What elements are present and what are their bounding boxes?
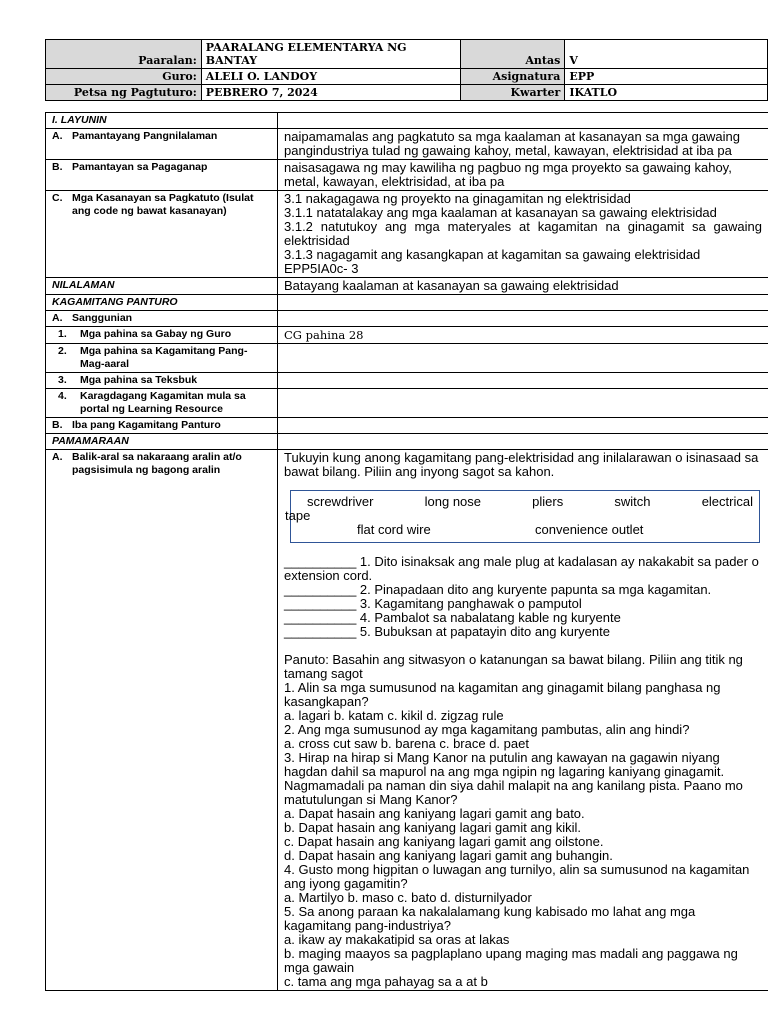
sanggunian-item-value	[278, 389, 768, 418]
iba-pang-kagamitan-row	[46, 418, 768, 434]
paaralan-value-line2: BANTAY	[205, 54, 258, 67]
pamantayang-pangnilalaman-row	[46, 129, 768, 160]
sanggunian-item-key: 4.	[58, 390, 67, 402]
sanggunian-item-value	[278, 344, 768, 373]
fill-item: __________ 1. Dito isinaksak ang male plug at kadalasan ay nakakabit sa pader o extension cord.	[284, 554, 759, 583]
balik-aral-label: Balik-aral sa nakaraang aralin at/o pagsisimula ng bagong aralin	[72, 451, 242, 476]
sanggunian-item-label: Mga pahina sa Gabay ng Guro	[80, 328, 232, 340]
kwarter-value: IKATLO	[565, 85, 768, 101]
nilalaman-row	[46, 278, 768, 295]
fill-item: __________ 4. Pambalot sa nabalatang kable ng kuryente	[284, 610, 621, 625]
fill-item: __________ 3. Kagamitang panghawak o pamputol	[284, 596, 582, 611]
question-line: c. tama ang mga pahayag sa a at b	[284, 974, 488, 989]
layunin-c-label: Mga Kasanayan sa Pagkatuto (Isulat ang code ng bawat kasanayan)	[72, 192, 254, 217]
panuto: Panuto: Basahin ang sitwasyon o katanungan sa bawat bilang. Piliin ang titik ng tamang sagot	[284, 652, 743, 681]
choices-box	[285, 490, 760, 543]
petsa-value: PEBRERO 7, 2024	[201, 85, 461, 101]
balik-aral-content	[278, 450, 768, 991]
question-line: a. ikaw ay makakatipid sa oras at lakas	[284, 932, 510, 947]
kasanayan-line: 3.1.3 nagagamit ang kasangkapan at kagamitan sa gawaing elektrisidad EPP5IA0c- 3	[284, 247, 701, 276]
iba-pang-label: Iba pang Kagamitang Panturo	[72, 419, 221, 431]
layunin-b-key: B.	[52, 161, 63, 173]
pamantayan-pagaganap-row	[46, 160, 768, 191]
layunin-b-value: naisasagawa ng may kawiliha ng pagbuo ng mga proyekto sa gawaing kahoy, metal, kawayan, elektrisidad, at iba pa	[278, 160, 768, 191]
question-line: b. Dapat hasain ang kaniyang lagari gamit ang kikil.	[284, 820, 582, 835]
antas-label: Antas	[461, 40, 565, 69]
choice-item: pliers	[532, 494, 564, 509]
sanggunian-item-key: 1.	[58, 328, 67, 340]
question-line: 2. Ang mga sumusunod ay mga kagamitang pambutas, alin ang hindi?	[284, 722, 690, 737]
guro-label: Guro:	[46, 69, 202, 85]
sanggunian-item-key: 2.	[58, 345, 67, 357]
petsa-label: Petsa ng Pagtuturo:	[46, 85, 202, 101]
sanggunian-item-row	[46, 389, 768, 418]
choice-item: tape	[285, 508, 311, 523]
kasanayan-line: 3.1 nakagagawa ng proyekto na ginagamitan ng elektrisidad	[284, 191, 631, 206]
layunin-a-value: naipamamalas ang pagkatuto sa mga kaalaman at kasanayan sa mga gawaing pangindustriya tulad ng gawaing kahoy, metal, kawayan, elektrisidad at iba pa	[278, 129, 768, 160]
balik-aral-row	[46, 450, 768, 991]
sanggunian-item-value	[278, 373, 768, 389]
question-line: 4. Gusto mong higpitan o luwagan ang turnilyo, alin sa sumusunod na kagamitan ang iyong gagamitin?	[284, 862, 750, 891]
sanggunian-item-label: Karagdagang Kagamitan mula sa portal ng Learning Resource	[80, 390, 246, 415]
sanggunian-item-row	[46, 344, 768, 373]
layunin-b-label: Pamantayan sa Pagaganap	[72, 161, 208, 173]
choice-item: long nose	[424, 494, 482, 509]
pamamaraan-row	[46, 434, 768, 450]
choice-item: screwdriver	[307, 494, 374, 509]
question-line: 3. Hirap na hirap si Mang Kanor na putulin ang kawayan na gagawin niyang hagdan dahil sa mapurol na ang mga ngipin ng lagaring kaniyang ginagamit. Nagmamadali pa naman din siya dahil malapit na ang kanilang pista. Paano mo matutulungan si Mang Kanor?	[284, 750, 743, 807]
kasanayan-line: 3.1.2 natutukoy ang mga materyales at kagamitan na ginagamit sa gawaing elektrisidad	[284, 219, 762, 248]
layunin-a-key: A.	[52, 130, 63, 142]
question-line: a. cross cut saw b. barena c. brace d. paet	[284, 736, 529, 751]
layunin-a-label: Pamantayang Pangnilalaman	[72, 130, 218, 142]
choice-item: convenience outlet	[535, 522, 644, 537]
question-line: 1. Alin sa mga sumusunod na kagamitan ang ginagamit bilang panghasa ng kasangkapan?	[284, 680, 721, 709]
kwarter-label: Kwarter	[461, 85, 565, 101]
question-line: 5. Sa anong paraan ka nakalalamang kung kabisado mo lahat ang mga kagamitang pang-industriya?	[284, 904, 696, 933]
kasanayan-line: 3.1.1 natatalakay ang mga kaalaman at kasanayan sa gawaing elektrisidad	[284, 205, 717, 220]
asignatura-label: Asignatura	[461, 69, 565, 85]
layunin-title: I. LAYUNIN	[46, 113, 278, 129]
sanggunian-item-label: Mga pahina sa Kagamitang Pang-Mag-aaral	[80, 345, 248, 370]
sanggunian-label: Sanggunian	[72, 312, 133, 324]
fill-item: __________ 2. Pinapadaan dito ang kuryente papunta sa mga kagamitan.	[284, 582, 712, 597]
pamamaraan-label: PAMAMARAAN	[46, 434, 278, 450]
guro-value: ALELI O. LANDOY	[201, 69, 461, 85]
header-table	[45, 39, 768, 101]
sanggunian-item-key: 3.	[58, 374, 67, 386]
choice-item: electrical	[701, 494, 753, 509]
lesson-plan-table	[45, 112, 768, 991]
choice-item: flat cord wire	[357, 522, 431, 537]
fill-item: __________ 5. Bubuksan at papatayin dito ang kuryente	[284, 624, 610, 639]
asignatura-value: EPP	[565, 69, 768, 85]
antas-value: V	[565, 40, 768, 69]
question-line: a. Dapat hasain ang kaniyang lagari gamit ang bato.	[284, 806, 585, 821]
question-line: d. Dapat hasain ang kaniyang lagari gamit ang buhangin.	[284, 848, 613, 863]
paaralan-label: Paaralan:	[46, 40, 202, 69]
kagamitang-panturo-row	[46, 295, 768, 311]
choice-item: switch	[614, 494, 651, 509]
question-line: b. maging maayos sa pagplaplano upang maging mas madali ang paggawa ng mga gawain	[284, 946, 738, 975]
sanggunian-item-row	[46, 327, 768, 344]
sanggunian-item-value: CG pahina 28	[278, 327, 768, 344]
paaralan-value-line1: PAARALANG ELEMENTARYA NG	[205, 41, 407, 54]
iba-pang-key: B.	[52, 419, 63, 431]
question-line: c. Dapat hasain ang kaniyang lagari gamit ang oilstone.	[284, 834, 604, 849]
question-line: a. lagari b. katam c. kikil d. zigzag rule	[284, 708, 504, 723]
question-line: a. Martilyo b. maso c. bato d. disturnilyador	[284, 890, 532, 905]
sanggunian-item-row	[46, 373, 768, 389]
balik-aral-key: A.	[52, 451, 63, 463]
kagamitan-label: KAGAMITANG PANTURO	[46, 295, 278, 311]
paaralan-value	[201, 40, 461, 69]
sanggunian-item-label: Mga pahina sa Teksbuk	[80, 374, 198, 386]
sanggunian-row	[46, 311, 768, 327]
kasanayan-row	[46, 191, 768, 278]
layunin-row	[46, 113, 768, 129]
sanggunian-key: A.	[52, 312, 63, 324]
nilalaman-value: Batayang kaalaman at kasanayan sa gawaing elektrisidad	[278, 278, 768, 295]
layunin-c-key: C.	[52, 192, 63, 204]
nilalaman-label: NILALAMAN	[46, 278, 278, 295]
balik-aral-intro: Tukuyin kung anong kagamitang pang-elektrisidad ang inilalarawan o isinasaad sa bawat bilang. Piliin ang inyong sagot sa kahon.	[284, 450, 759, 479]
